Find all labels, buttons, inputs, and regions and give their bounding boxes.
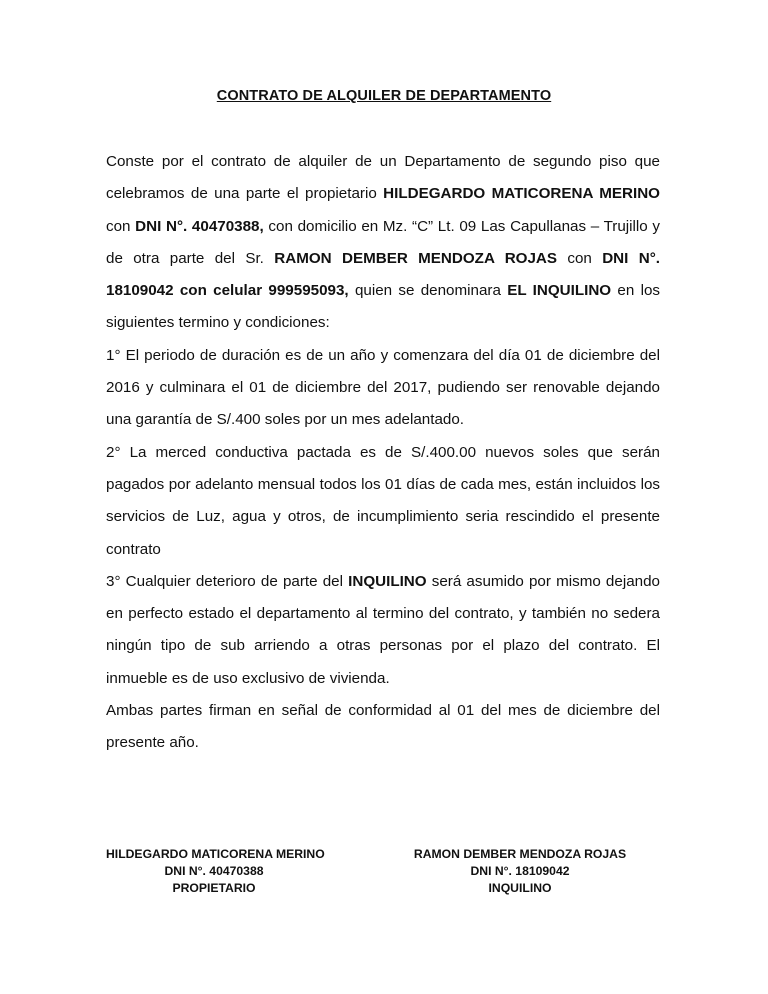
intro-text-3: con domicilio en Mz. “C” Lt. 09 Las Capullanas – Trujillo y de otra parte del Sr. xyxy=(106,217,660,267)
document-title: CONTRATO DE ALQUILER DE DEPARTAMENTO xyxy=(216,88,552,104)
owner-name: HILDEGARDO MATICORENA MERINO xyxy=(383,185,660,203)
signature-block-tenant xyxy=(412,846,628,897)
intro-text-6: en los siguientes termino y condiciones: xyxy=(106,282,661,332)
signature-block-owner xyxy=(106,846,325,897)
intro-text-4: con xyxy=(557,249,603,267)
clause-1: 1° El periodo de duración es de un año y comenzara del día 01 de diciembre del 2016 y culminara el 01 de diciembre del 2017, pudiendo ser renovable dejando una garantía de S/.400 soles por un mes adelantado. xyxy=(106,346,660,429)
owner-dni: DNI N°. 40470388, xyxy=(135,217,264,235)
intro-text-1: Conste por el contrato de alquiler de un Departamento de segundo piso que celebramos de una parte el propietario xyxy=(106,153,660,203)
intro-text-5: quien se denominara xyxy=(348,282,508,300)
clause-3-text-2: será asumido por mismo dejando en perfecto estado el departamento al termino del contrato, y también no sedera ningún tipo de sub arriendo a otras personas por el plazo del contrato. El inmueble es de uso exclusivo de vivienda. xyxy=(106,572,660,687)
clause-2: 2° La merced conductiva pactada es de S/.400.00 nuevos soles que serán pagados por adelanto mensual todos los 01 días de cada mes, están incluidos los servicios de Luz, agua y otros, de incumplimiento seria rescindido el presente contrato xyxy=(106,443,660,558)
clause-3 xyxy=(106,566,660,695)
signature-tenant-dni: DNI N°. 18109042 xyxy=(470,864,570,878)
closing-paragraph: Ambas partes firman en señal de conformidad al 01 del mes de diciembre del presente año. xyxy=(106,702,660,752)
intro-text-2: con xyxy=(106,217,136,235)
intro-paragraph xyxy=(106,146,660,340)
clause-3-text-1: 3° Cualquier deterioro de parte del xyxy=(106,572,349,590)
signature-owner-name: HILDEGARDO MATICORENA MERINO xyxy=(106,847,325,861)
signature-owner-dni: DNI N°. 40470388 xyxy=(164,864,264,878)
tenant-alias: EL INQUILINO xyxy=(507,282,612,300)
signature-tenant-name: RAMON DEMBER MENDOZA ROJAS xyxy=(413,847,627,861)
contract-body xyxy=(106,146,660,760)
signature-owner-role: PROPIETARIO xyxy=(172,881,256,895)
tenant-name: RAMON DEMBER MENDOZA ROJAS xyxy=(274,249,558,267)
signature-tenant-role: INQUILINO xyxy=(488,881,552,895)
clause-3-bold: INQUILINO xyxy=(348,572,427,590)
tenant-dni: DNI N°. 18109042 con celular 999595093, xyxy=(106,249,660,300)
